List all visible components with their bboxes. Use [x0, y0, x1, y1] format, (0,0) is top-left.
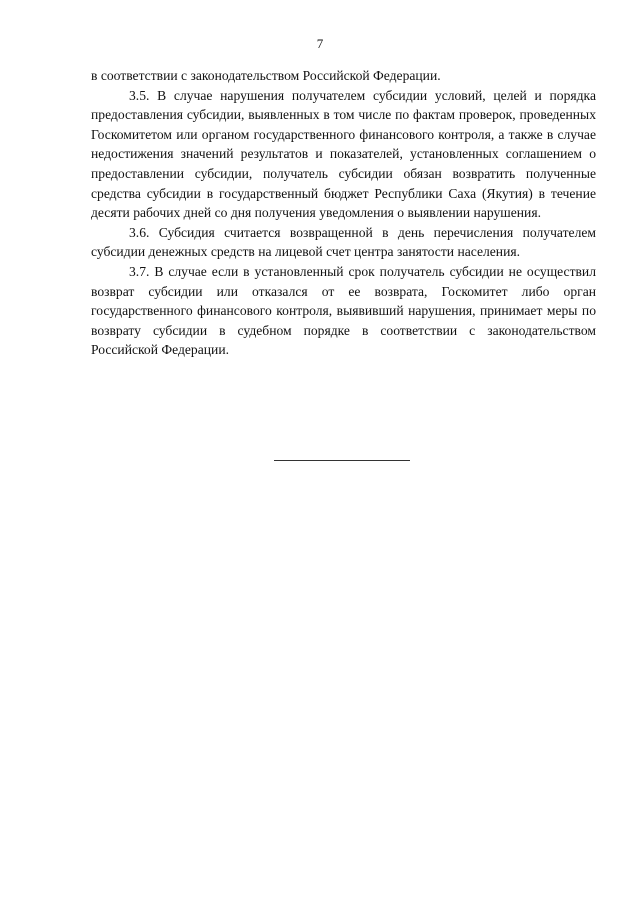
page-number: 7: [316, 36, 324, 51]
paragraph-3-5: 3.5. В случае нарушения получателем субсидии условий, целей и порядка предоставления субсидии, выявленных в том числе по фактам проверок, проведенных Госкомитетом или органом государственного финансового контроля, а также в случае недостижения значений результатов и показателей, установленных соглашением о предоставлении субсидии, получатель субсидии обязан возвратить полученные средства субсидии в государственный бюджет Республики Саха (Якутия) в течение десяти рабочих дней со дня получения уведомления о выявлении нарушения.: [91, 87, 596, 221]
paragraph-3-6: 3.6. Субсидия считается возвращенной в день перечисления получателем субсидии денежных средств на лицевой счет центра занятости населения.: [91, 224, 596, 260]
paragraph-continuation: в соответствии с законодательством Российской Федерации.: [91, 68, 441, 83]
end-of-document-rule: [274, 460, 410, 461]
document-body: [91, 66, 596, 360]
paragraph-3-7: 3.7. В случае если в установленный срок получатель субсидии не осуществил возврат субсидии или отказался от ее возврата, Госкомитет либо орган государственного финансового контроля, выявивший нарушения, принимает меры по возврату субсидии в судебном порядке в соответствии с законодательством Российской Федерации.: [91, 263, 596, 358]
